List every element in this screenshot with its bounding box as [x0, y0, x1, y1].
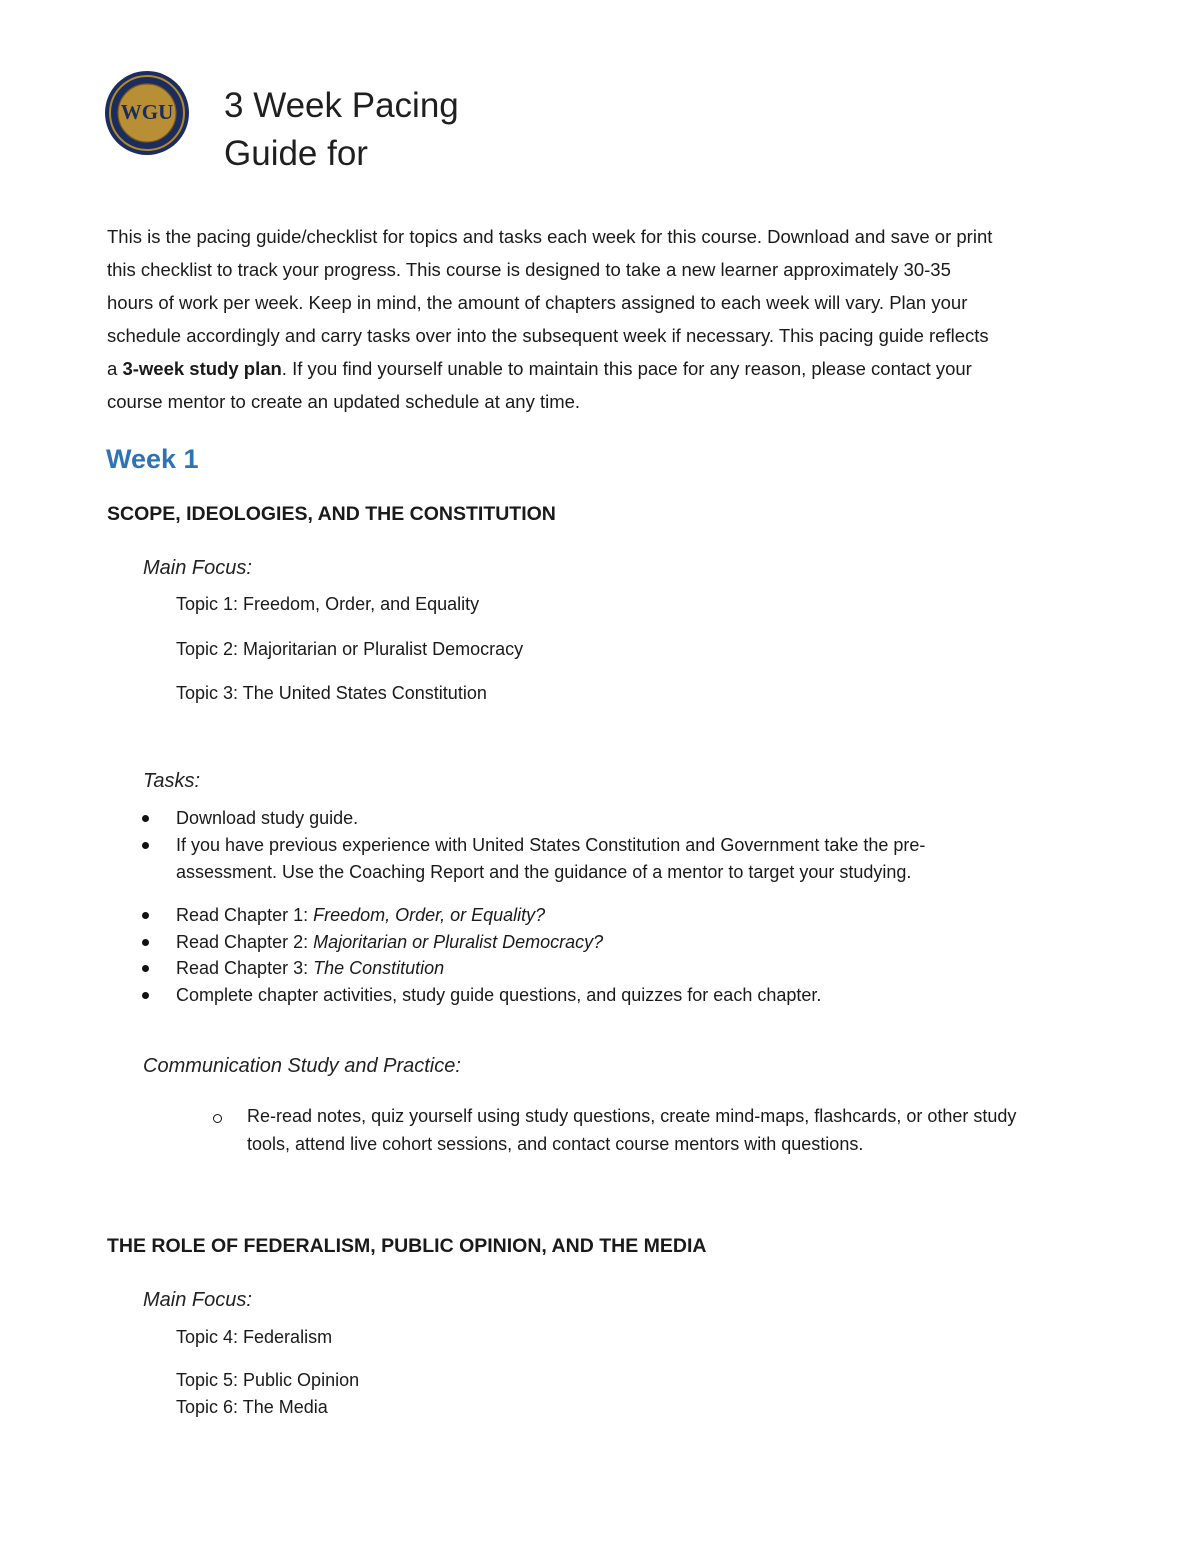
chapter-title: Majoritarian or Pluralist Democracy?: [313, 932, 604, 952]
communication-item-continued: tools, attend live cohort sessions, and contact course mentors with questions.: [247, 1134, 864, 1154]
topic-item: Topic 2: Majoritarian or Pluralist Democracy: [176, 639, 524, 659]
bullet-icon: [142, 815, 149, 822]
intro-line: schedule accordingly and carry tasks over into the subsequent week if necessary. This pacing guide reflects: [107, 325, 989, 346]
week-heading: Week 1: [106, 444, 199, 474]
communication-label: Communication Study and Practice:: [143, 1055, 461, 1077]
bullet-icon: [142, 842, 149, 849]
task-item: Download study guide.: [176, 808, 359, 828]
intro-line: hours of work per week. Keep in mind, the amount of chapters assigned to each week will vary. Plan your: [107, 292, 968, 313]
intro-line: This is the pacing guide/checklist for topics and tasks each week for this course. Download and save or print: [107, 226, 993, 247]
circle-bullet-icon: [213, 1114, 222, 1123]
section-title: SCOPE, IDEOLOGIES, AND THE CONSTITUTION: [107, 503, 556, 525]
intro-text: a: [107, 358, 123, 379]
section-title: THE ROLE OF FEDERALISM, PUBLIC OPINION, AND THE MEDIA: [107, 1235, 707, 1257]
main-focus-label: Main Focus:: [143, 557, 252, 579]
chapter-prefix: Read Chapter 2:: [176, 932, 314, 952]
intro-line: this checklist to track your progress. This course is designed to take a new learner approximately 30-35: [107, 259, 951, 280]
task-item: If you have previous experience with United States Constitution and Government take the pre-: [176, 835, 926, 855]
logo-monogram: WGU: [120, 100, 174, 124]
chapter-title: The Constitution: [313, 958, 445, 978]
task-item: Complete chapter activities, study guide questions, and quizzes for each chapter.: [176, 985, 822, 1005]
task-item-continued: assessment. Use the Coaching Report and the guidance of a mentor to target your studying.: [176, 862, 912, 882]
tasks-label: Tasks:: [143, 770, 201, 792]
bullet-icon: [142, 965, 149, 972]
bullet-icon: [142, 912, 149, 919]
intro-text: . If you find yourself unable to maintain this pace for any reason, please contact your: [281, 358, 972, 379]
topic-item: Topic 1: Freedom, Order, and Equality: [176, 594, 480, 614]
task-item: [176, 905, 545, 926]
intro-line: course mentor to create an updated schedule at any time.: [107, 391, 581, 412]
page-title-line1: 3 Week Pacing: [224, 86, 459, 125]
topic-item: Topic 5: Public Opinion: [176, 1370, 360, 1390]
main-focus-label: Main Focus:: [143, 1289, 252, 1311]
chapter-prefix: Read Chapter 3:: [176, 958, 314, 978]
task-item: [176, 958, 444, 979]
page-title-line2: Guide for: [224, 134, 368, 173]
topic-item: Topic 4: Federalism: [176, 1327, 333, 1347]
topic-item: Topic 6: The Media: [176, 1397, 328, 1417]
communication-item: Re-read notes, quiz yourself using study questions, create mind-maps, flashcards, or other study: [247, 1106, 1017, 1126]
chapter-prefix: Read Chapter 1:: [176, 905, 314, 925]
bullet-icon: [142, 992, 149, 999]
chapter-title: Freedom, Order, or Equality?: [313, 905, 546, 925]
intro-paragraph: [107, 220, 1107, 418]
wgu-seal-logo: [104, 70, 190, 156]
topic-item: Topic 3: The United States Constitution: [176, 683, 487, 703]
task-item: [176, 932, 603, 953]
intro-line: [107, 352, 1107, 385]
study-plan-emphasis: 3-week study plan: [122, 358, 282, 379]
bullet-icon: [142, 939, 149, 946]
